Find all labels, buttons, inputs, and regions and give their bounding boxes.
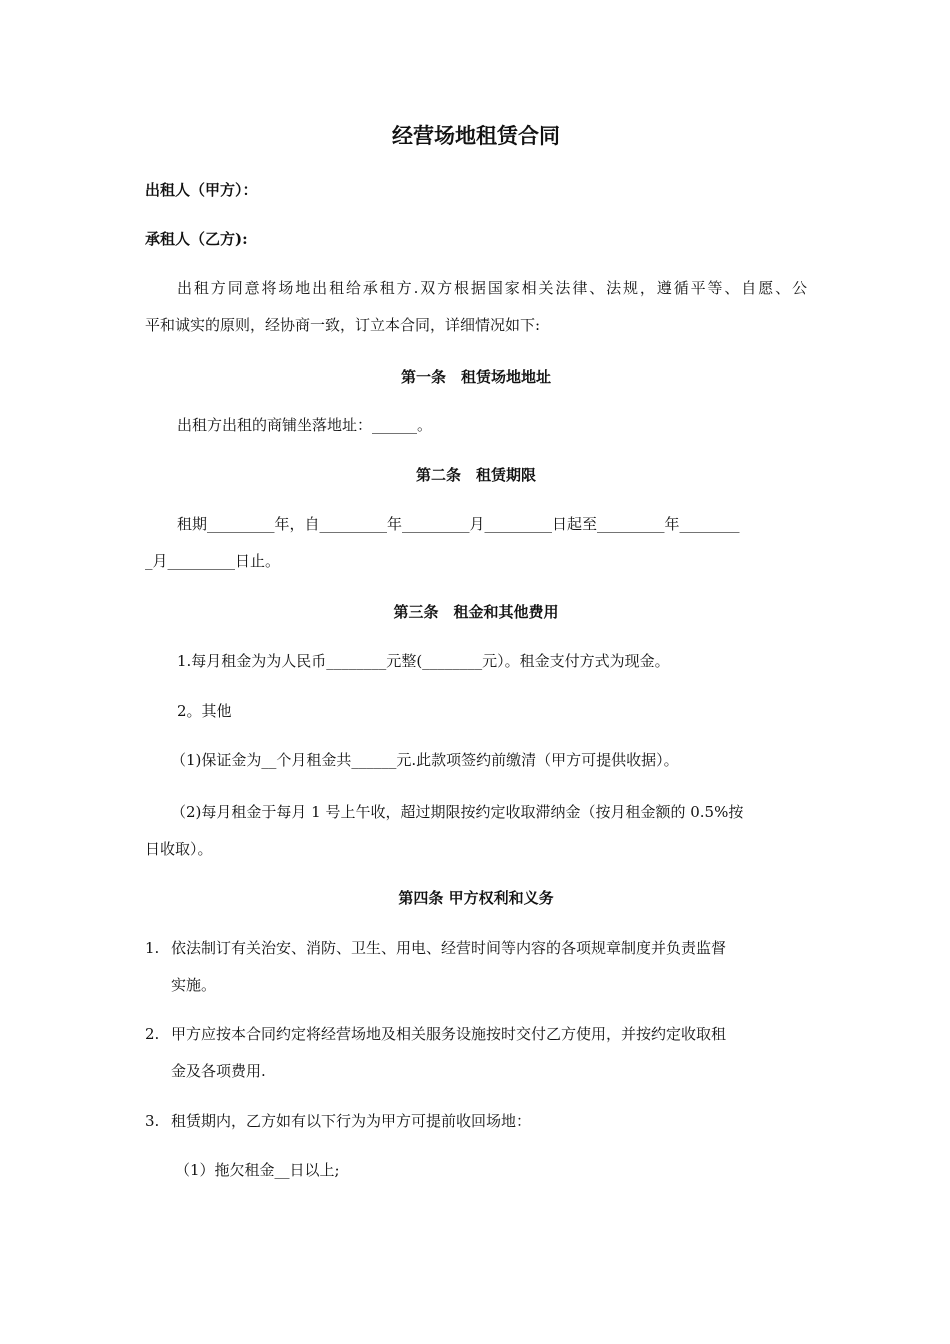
article2-line-1: 租期_________年，自_________年_________月_________日起至_________年________: [177, 515, 740, 533]
list-item-text: 租赁期内，乙方如有以下行为为甲方可提前收回场地：: [171, 1112, 532, 1130]
article4-item-2-cont: 金及各项费用.: [171, 1062, 266, 1080]
article4-item-1-cont: 实施。: [171, 976, 217, 994]
article3-item-2: 2。其他: [177, 702, 232, 720]
article3-item-1: 1.每月租金为为人民币________元整(________元）。租金支付方式为现金。: [177, 652, 670, 670]
article3-sub-2-line-1: （2)每月租金于每月 1 号上午收，超过期限按约定收取滞纳金（按月租金额的 0.5%按: [171, 803, 744, 821]
list-item-text: 依法制订有关治安、消防、卫生、用电、经营时间等内容的各项规章制度并负责监督: [171, 939, 727, 957]
article4-sub-1: （1）拖欠租金__日以上;: [175, 1161, 340, 1179]
article1-heading: 第一条 租赁场地地址: [400, 368, 551, 386]
document-title: 经营场地租赁合同: [392, 123, 560, 148]
intro-line-2: 平和诚实的原则，经协商一致，订立本合同，详细情况如下:: [145, 316, 541, 334]
intro-line-1: 出租方同意将场地出租给承租方.双方根据国家相关法律、法规，遵循平等、自愿、公: [177, 279, 807, 297]
list-number: 1.: [145, 939, 160, 957]
list-item-text: 甲方应按本合同约定将经营场地及相关服务设施按时交付乙方使用，并按约定收取租: [171, 1025, 727, 1043]
article3-sub-2-line-2: 日收取）。: [145, 840, 213, 858]
lessor-label: 出租人（甲方）：: [145, 181, 258, 199]
article2-heading: 第二条 租赁期限: [415, 466, 536, 484]
article3-sub-1: （1)保证金为__个月租金共______元.此款项签约前缴清（甲方可提供收据）。: [171, 751, 679, 769]
list-number: 2.: [145, 1025, 160, 1043]
article1-text: 出租方出租的商铺坐落地址：______。: [177, 416, 433, 434]
article4-heading: 第四条 甲方权利和义务: [398, 889, 554, 907]
article3-heading: 第三条 租金和其他费用: [393, 603, 559, 621]
article2-line-2: _月_________日止。: [145, 552, 281, 570]
list-number: 3.: [145, 1112, 160, 1130]
lessee-label: 承租人（乙方):: [145, 230, 248, 248]
